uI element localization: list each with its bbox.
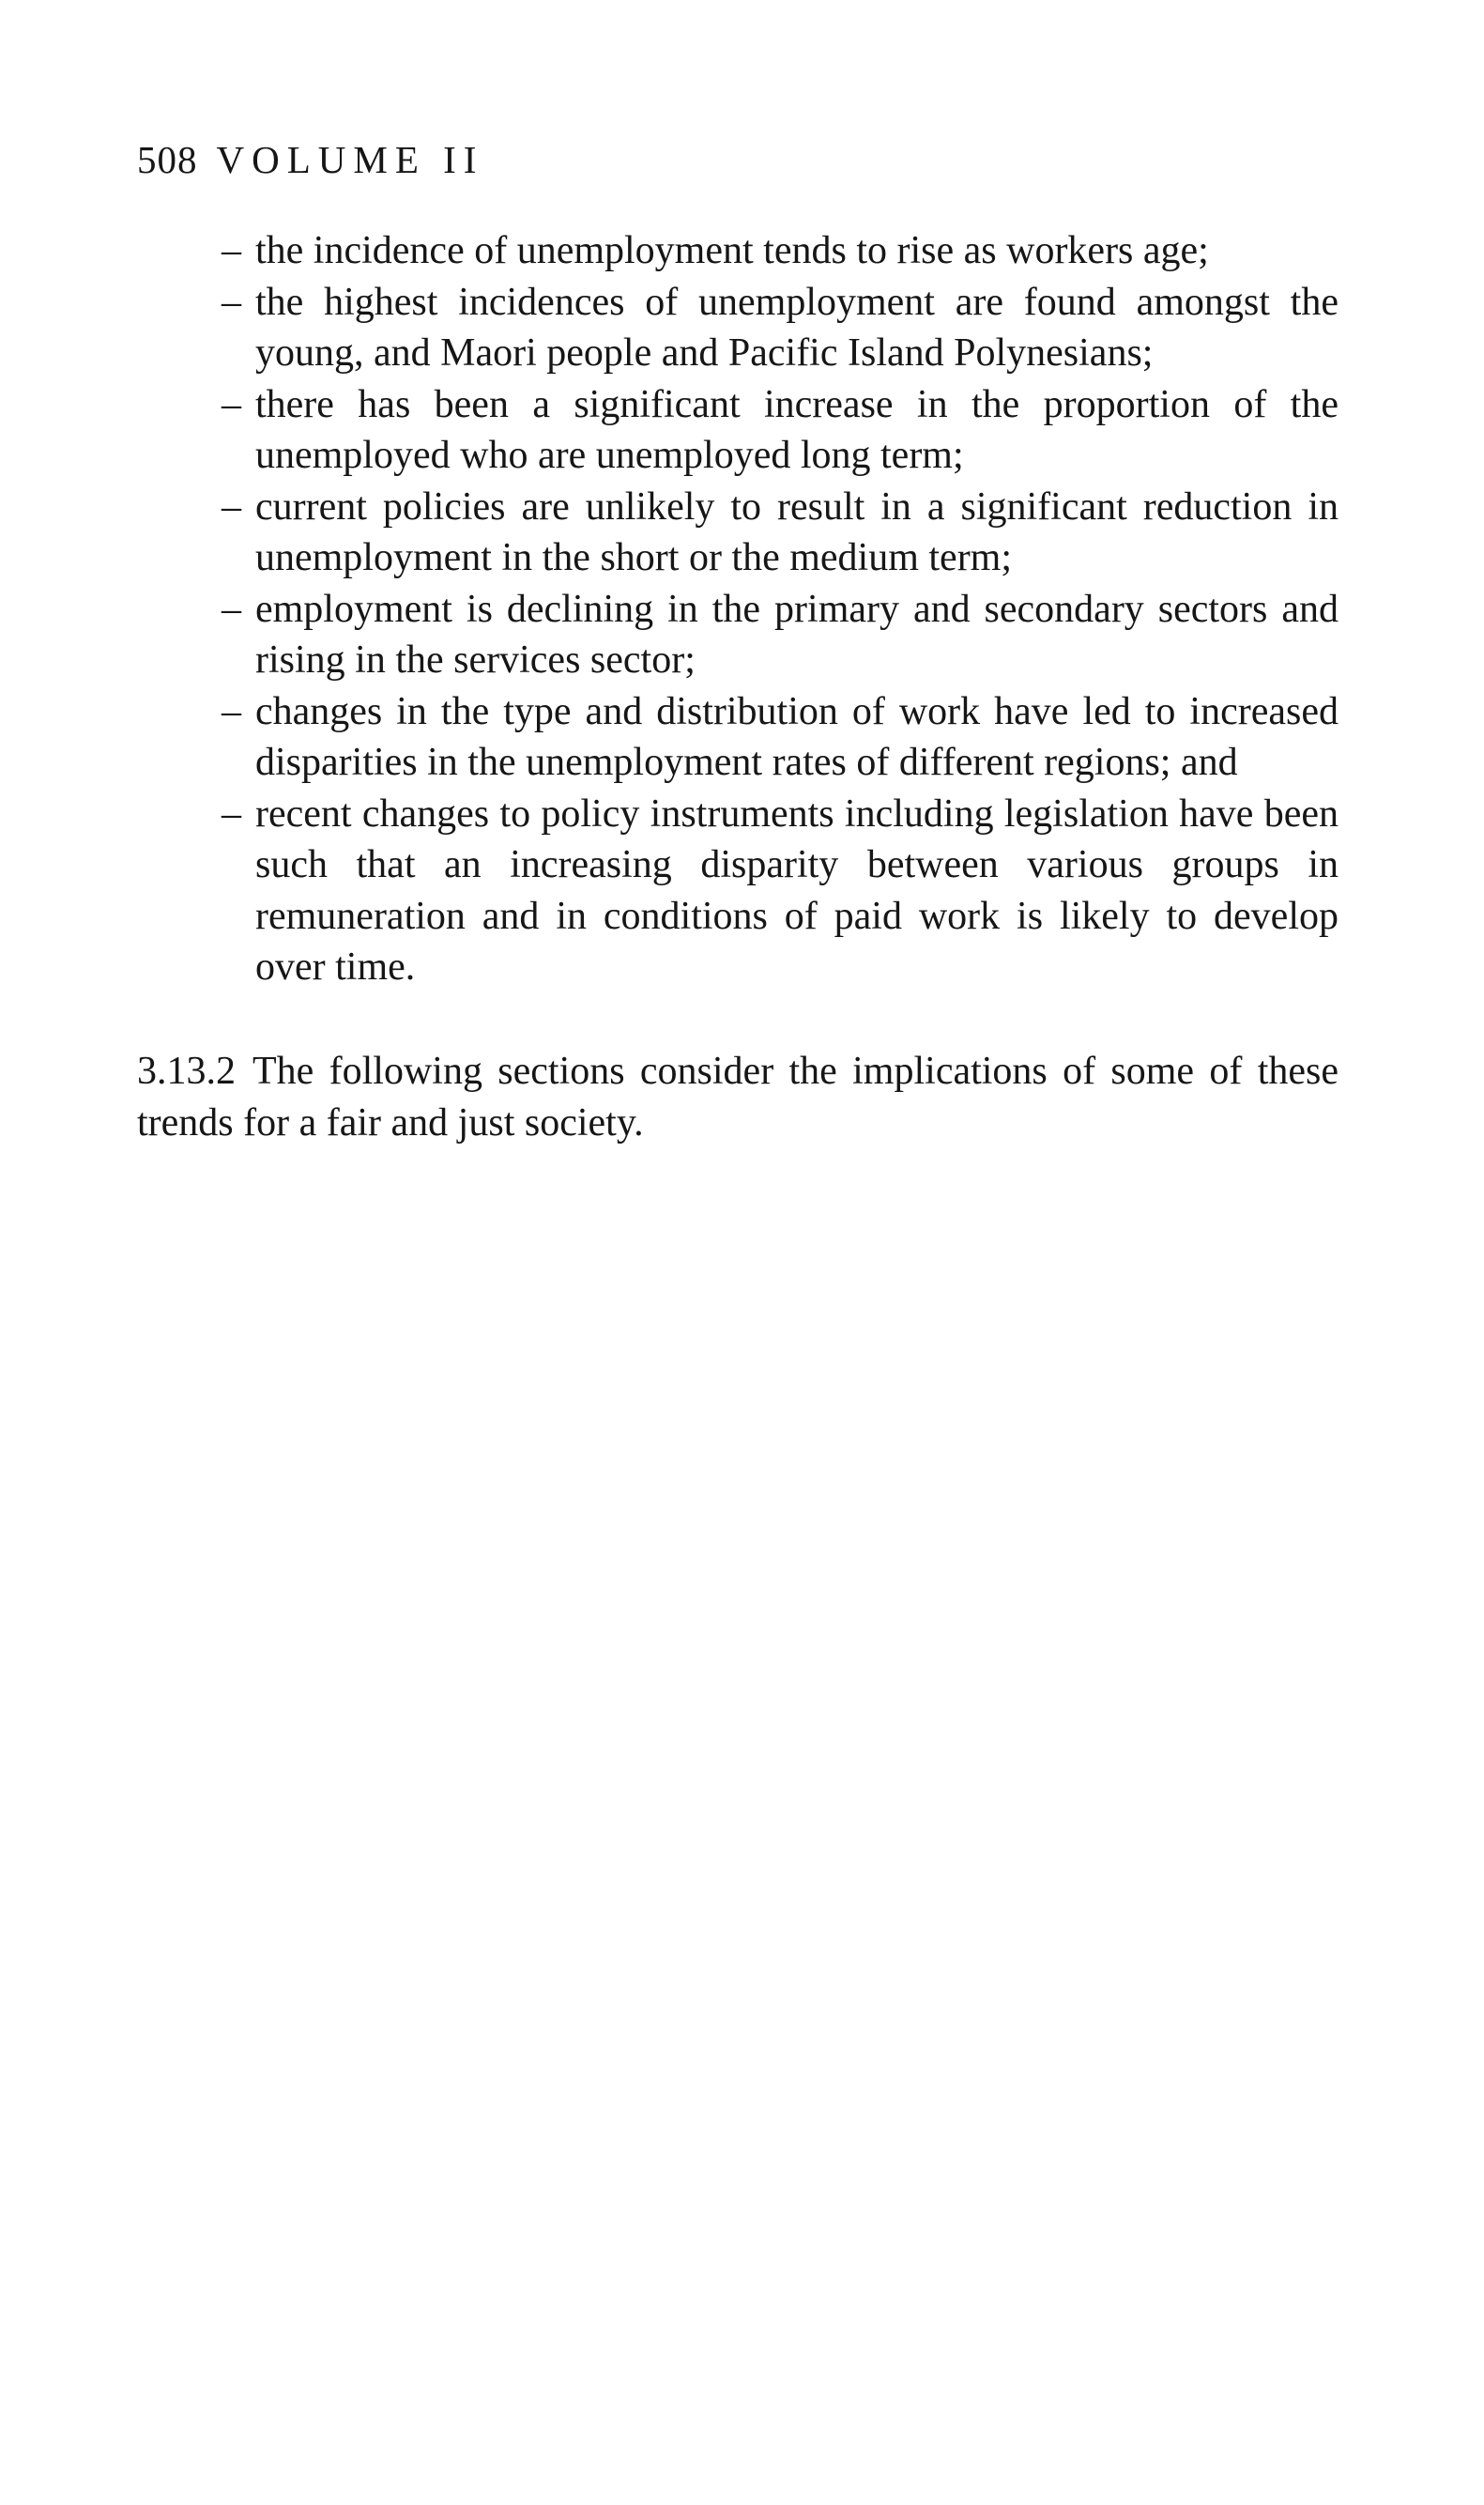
list-item	[222, 482, 1339, 584]
list-dash: –	[222, 229, 241, 272]
list-item	[222, 686, 1339, 789]
body-paragraph	[137, 1046, 1339, 1148]
list-dash: –	[222, 382, 241, 426]
list-item-text: changes in the type and distribution of work have led to increased disparities in the unemployment rates of different regions; and	[255, 689, 1339, 784]
list-dash: –	[222, 587, 241, 631]
bullet-list	[222, 225, 1339, 993]
list-item	[222, 225, 1339, 277]
list-dash: –	[222, 689, 241, 733]
list-item-text: current policies are unlikely to result in a significant reduction in unemployment in the short or the medium term;	[255, 484, 1339, 579]
list-item-text: the highest incidences of unemployment are found amongst the young, and Maori people and Pacific Island Polynesians;	[255, 280, 1339, 375]
list-dash: –	[222, 280, 241, 324]
section-number: 3.13.2	[137, 1050, 236, 1093]
page-header	[137, 138, 484, 181]
paragraph-text: The following sections consider the implications of some of these trends for a fair and just society.	[137, 1050, 1339, 1145]
list-item	[222, 379, 1339, 482]
list-item	[222, 584, 1339, 686]
list-dash: –	[222, 791, 241, 836]
list-dash: –	[222, 484, 241, 529]
list-item-text: there has been a significant increase in the proportion of the unemployed who are unemployed long term;	[255, 382, 1339, 477]
list-item-text: employment is declining in the primary and secondary sectors and rising in the services sector;	[255, 587, 1339, 682]
page-number: 508	[137, 138, 198, 181]
list-item	[222, 789, 1339, 993]
running-head: VOLUME II	[216, 138, 484, 181]
list-item-text: the incidence of unemployment tends to rise as workers age;	[255, 229, 1209, 272]
list-item-text: recent changes to policy instruments including legislation have been such that an increasing disparity between various groups in remuneration and in conditions of paid work is likely to develop over time.	[255, 791, 1339, 989]
list-item	[222, 277, 1339, 379]
